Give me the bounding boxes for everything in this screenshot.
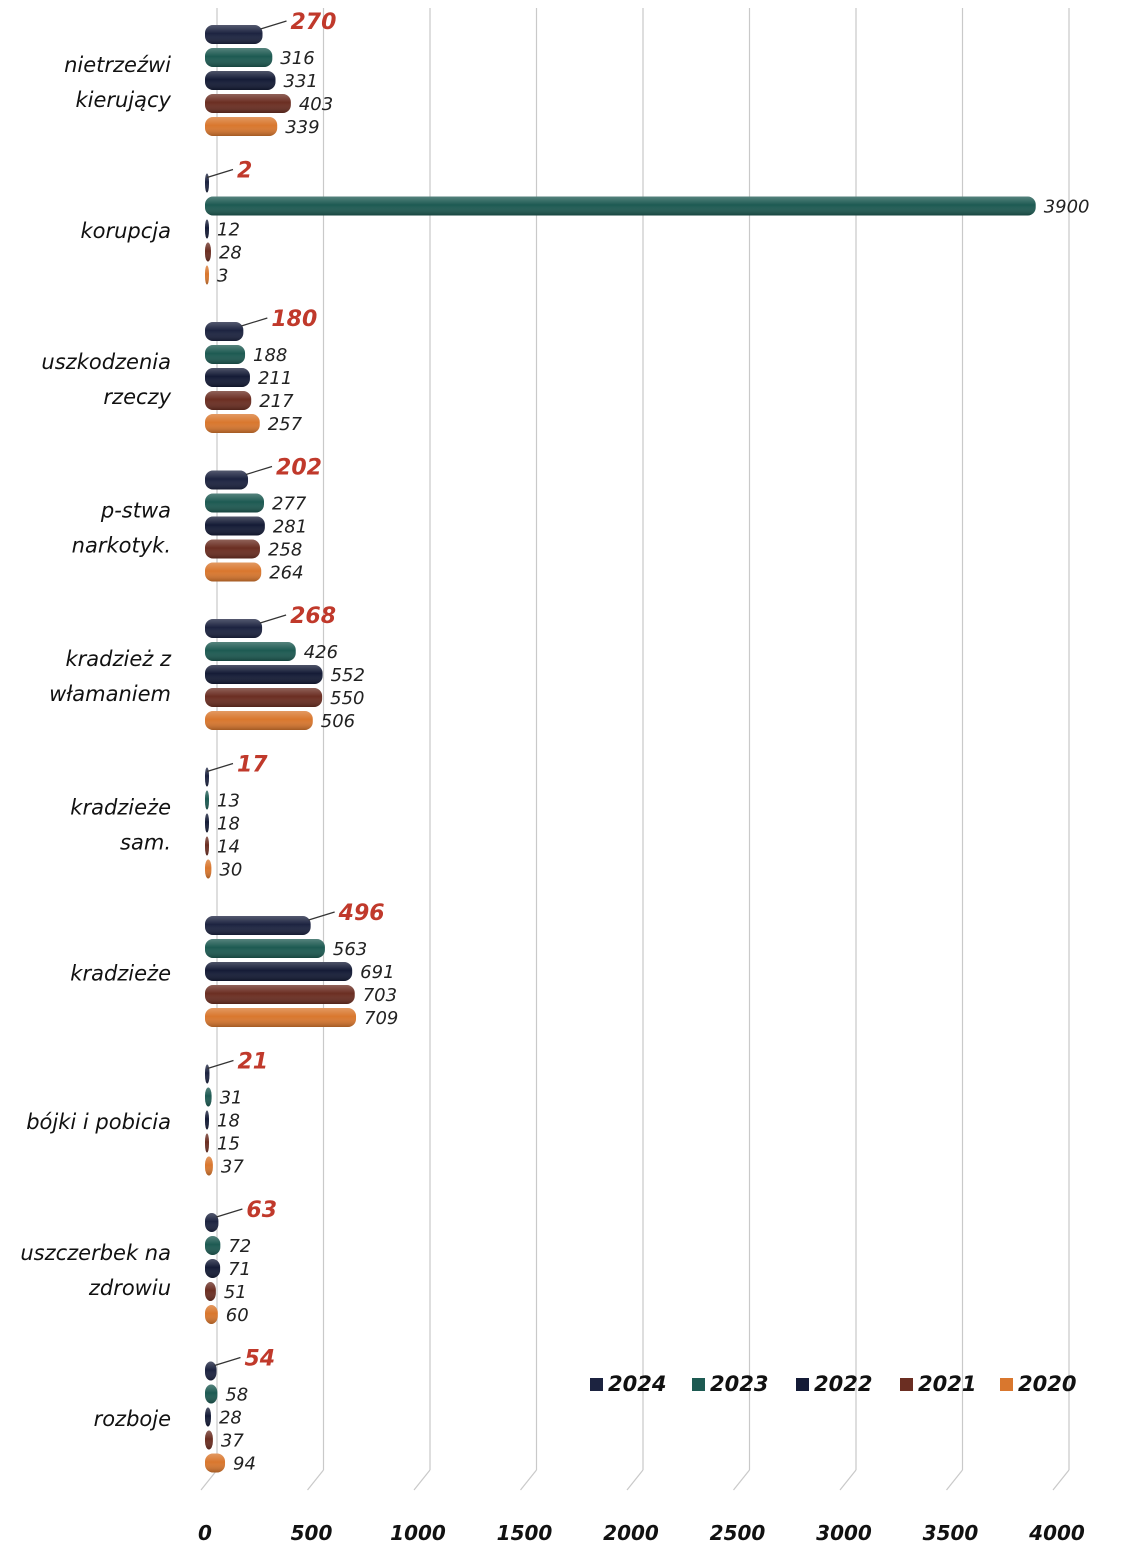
bar-shading [205, 642, 296, 661]
x-tick-label: 1500 [496, 1521, 553, 1545]
value-label: 217 [259, 391, 294, 412]
value-label: 403 [298, 94, 334, 115]
value-label: 28 [218, 242, 242, 264]
bar-shading [205, 688, 322, 707]
bar-shading [205, 619, 262, 638]
legend-label: 2022 [814, 1372, 873, 1396]
value-label: 13 [217, 790, 240, 812]
legend [590, 1372, 1076, 1396]
value-label: 37 [220, 1430, 244, 1452]
leader-line [207, 1061, 233, 1069]
bar-shading [205, 916, 311, 935]
leader-line [261, 21, 287, 29]
bar-shading [205, 1431, 213, 1450]
category-label: kradzieże [70, 795, 171, 820]
bar-shading [205, 1236, 220, 1255]
category-label: korupcja [80, 219, 171, 243]
value-label: 28 [218, 1407, 242, 1429]
category-label: sam. [120, 830, 171, 855]
value-label-2024: 202 [276, 455, 322, 481]
gridlines [201, 8, 1069, 1490]
bar-shading [205, 939, 325, 958]
bar-shading [205, 860, 211, 879]
bar-shading [205, 791, 209, 810]
bar-shading [205, 1088, 212, 1107]
value-label-2024: 180 [271, 307, 318, 332]
x-tick-label: 2500 [709, 1521, 766, 1545]
category-label: p-stwa [100, 498, 171, 523]
bar-shading [205, 1213, 218, 1232]
leader-line [215, 1358, 241, 1366]
x-tick-label: 3500 [922, 1521, 979, 1545]
bar-shading [205, 471, 248, 490]
legend-label: 2021 [918, 1372, 977, 1396]
bar-shading [205, 48, 272, 67]
value-label: 264 [269, 562, 304, 584]
value-label: 703 [362, 985, 398, 1006]
value-label-2024: 54 [244, 1346, 276, 1372]
bar-shading [205, 345, 245, 364]
x-tick-label: 2000 [603, 1521, 659, 1545]
bar-shading [205, 322, 243, 341]
bar-shading [205, 266, 209, 285]
bar-shading [205, 837, 209, 856]
bar-shading [205, 711, 313, 730]
bars [205, 25, 1036, 1473]
value-label: 72 [228, 1236, 252, 1257]
gridline-foot [308, 1470, 324, 1490]
category-label: rzeczy [103, 385, 171, 409]
value-label: 18 [217, 1110, 240, 1132]
value-label-2024: 496 [338, 901, 385, 926]
bar-shading [205, 768, 209, 787]
bar-shading [205, 494, 264, 513]
legend-label: 2024 [608, 1372, 667, 1396]
value-label: 51 [223, 1282, 247, 1303]
leader-line [260, 615, 286, 623]
value-label: 277 [272, 493, 307, 515]
bar-shading [205, 368, 250, 387]
bar-shading [205, 1008, 356, 1027]
bar-shading [205, 220, 209, 239]
value-label: 281 [272, 516, 308, 538]
bar-shading [205, 814, 209, 833]
bar-shading [205, 1282, 216, 1301]
value-label: 550 [330, 688, 365, 709]
category-label: nietrzeźwi [64, 53, 171, 77]
value-label: 71 [228, 1259, 252, 1280]
value-label: 316 [280, 48, 315, 69]
x-tick-label: 4000 [1029, 1521, 1085, 1545]
x-tick-label: 3000 [816, 1521, 872, 1545]
leader-line [207, 170, 233, 178]
gridline-foot [1053, 1470, 1069, 1490]
category-label: rozboje [93, 1407, 171, 1431]
bar-shading [205, 117, 277, 136]
bar-shading [205, 665, 323, 684]
bar-shading [205, 1385, 217, 1404]
legend-swatch [900, 1378, 913, 1391]
value-label: 18 [217, 813, 240, 835]
value-label: 331 [283, 71, 318, 92]
legend-label: 2023 [710, 1372, 769, 1396]
value-label: 339 [285, 117, 320, 138]
bar-shading [205, 985, 355, 1004]
leader-line [246, 467, 272, 475]
bar-shading [205, 1305, 218, 1324]
bar-shading [205, 1408, 211, 1427]
bar-shading [205, 1157, 213, 1176]
gridline-foot [201, 1470, 217, 1490]
bar-shading [205, 414, 260, 433]
value-label: 258 [267, 539, 303, 561]
category-label: włamaniem [49, 682, 171, 706]
gridline-foot [840, 1470, 856, 1490]
bar-shading [205, 1454, 225, 1473]
value-label-2024: 63 [246, 1198, 278, 1223]
category-label: kierujący [75, 88, 171, 112]
value-label: 691 [360, 962, 395, 983]
bar-shading [205, 540, 260, 559]
legend-swatch [692, 1378, 705, 1391]
value-label: 552 [330, 665, 365, 686]
value-label: 15 [217, 1133, 240, 1155]
value-label: 60 [225, 1305, 249, 1326]
bar-shading [205, 71, 276, 90]
gridline-foot [414, 1470, 430, 1490]
bar-shading [205, 1362, 217, 1381]
x-tick-label: 0 [198, 1521, 212, 1545]
bar-shading [205, 197, 1036, 216]
bar-shading [205, 1065, 209, 1084]
value-label: 12 [217, 219, 240, 241]
value-label: 506 [320, 711, 356, 732]
bar-shading [205, 1259, 220, 1278]
bar-shading [205, 25, 263, 44]
value-label: 14 [217, 836, 240, 858]
value-label: 211 [257, 368, 293, 389]
value-label-2024: 21 [237, 1049, 269, 1075]
category-label: uszkodzenia [41, 350, 171, 374]
value-label: 31 [219, 1087, 243, 1109]
value-label: 257 [267, 414, 303, 435]
category-label: zdrowiu [88, 1276, 171, 1300]
bar-shading [205, 174, 209, 193]
legend-label: 2020 [1018, 1372, 1077, 1396]
category-label: narkotyk. [71, 533, 171, 558]
bar-shading [205, 1134, 209, 1153]
gridline-foot [627, 1470, 643, 1490]
bar-shading [205, 517, 265, 536]
leader-line [216, 1209, 242, 1217]
leader-line [241, 318, 267, 326]
value-label: 3 [217, 265, 229, 287]
bar-shading [205, 1111, 209, 1130]
value-label: 30 [219, 859, 243, 881]
x-tick-label: 1000 [390, 1521, 446, 1545]
data-labels [207, 10, 1090, 1475]
gridline-foot [734, 1470, 750, 1490]
bar-shading [205, 94, 291, 113]
gridline-foot [947, 1470, 963, 1490]
bar-shading [205, 391, 251, 410]
x-tick-label: 500 [290, 1521, 333, 1545]
leader-line [309, 912, 335, 920]
value-label-2024: 268 [290, 604, 337, 629]
value-label: 426 [303, 642, 339, 663]
legend-swatch [590, 1378, 603, 1391]
value-label: 37 [220, 1156, 244, 1178]
value-label-2024: 2 [237, 158, 253, 184]
gridline-foot [521, 1470, 537, 1490]
value-label: 563 [332, 939, 368, 960]
legend-swatch [1000, 1378, 1013, 1391]
category-label: uszczerbek na [20, 1241, 171, 1265]
value-label-2024: 17 [237, 752, 268, 778]
leader-line [207, 764, 233, 772]
category-label: kradzież z [65, 647, 171, 671]
legend-swatch [796, 1378, 809, 1391]
bar-shading [205, 243, 211, 262]
value-label: 709 [364, 1008, 399, 1029]
value-label-2024: 270 [290, 10, 337, 35]
category-labels [20, 53, 172, 1431]
value-label: 58 [225, 1384, 249, 1406]
category-label: bójki i pobicia [26, 1110, 171, 1134]
value-label: 94 [233, 1453, 256, 1475]
bar-shading [205, 962, 352, 981]
x-axis-ticks [198, 1521, 1085, 1545]
category-label: kradzieże [70, 961, 171, 986]
value-label: 188 [253, 345, 288, 366]
value-label: 3900 [1043, 196, 1090, 218]
bar-shading [205, 563, 261, 582]
